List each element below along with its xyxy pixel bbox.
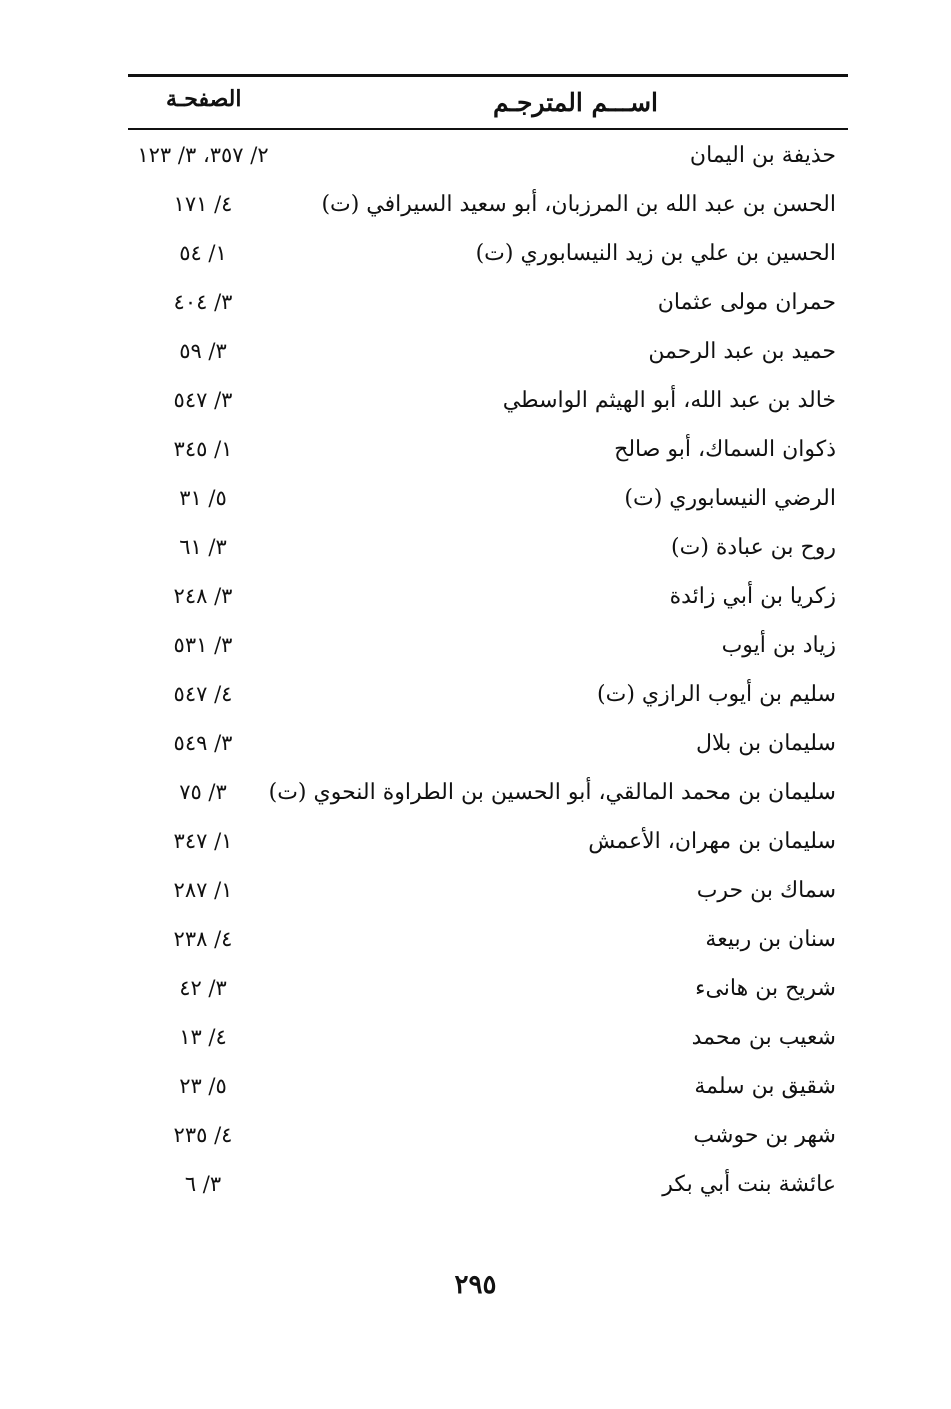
entry-name: روح بن عبادة (ت) bbox=[671, 535, 836, 560]
entry-name: عائشة بنت أبي بكر bbox=[662, 1172, 836, 1197]
entry-name: زياد بن أيوب bbox=[721, 633, 836, 658]
table-row bbox=[128, 428, 848, 477]
entry-page-ref: ٣/ ٤٠٤ bbox=[173, 290, 233, 314]
entry-page-ref: ٤/ ٢٣٥ bbox=[173, 1123, 233, 1147]
entry-name: ذكوان السماك، أبو صالح bbox=[614, 437, 836, 462]
table-row bbox=[128, 722, 848, 771]
entry-page-ref: ٣/ ٥٩ bbox=[179, 339, 227, 363]
table-row bbox=[128, 379, 848, 428]
entry-page-ref: ٤/ ١٧١ bbox=[173, 192, 233, 216]
table-row bbox=[128, 575, 848, 624]
entry-name: شقيق بن سلمة bbox=[694, 1074, 836, 1099]
entry-name: سليمان بن بلال bbox=[695, 731, 836, 756]
table-row bbox=[128, 330, 848, 379]
table-row bbox=[128, 673, 848, 722]
entry-name: سليم بن أيوب الرازي (ت) bbox=[597, 682, 836, 707]
entry-name: شريح بن هانىء bbox=[695, 976, 836, 1001]
entry-name: سماك بن حرب bbox=[696, 878, 836, 903]
entry-page-ref: ٤/ ٥٤٧ bbox=[173, 682, 233, 706]
entry-page-ref: ٣/ ٥٤٩ bbox=[173, 731, 233, 755]
entry-page-ref: ١/ ٣٤٥ bbox=[173, 437, 233, 461]
table-row bbox=[128, 477, 848, 526]
entry-name: الحسين بن علي بن زيد النيسابوري (ت) bbox=[475, 241, 836, 266]
entry-page-ref: ٤/ ١٣ bbox=[179, 1025, 227, 1049]
entry-page-ref: ١/ ٣٤٧ bbox=[173, 829, 233, 853]
entry-name: خالد بن عبد الله، أبو الهيثم الواسطي bbox=[502, 388, 836, 413]
entry-name: سليمان بن محمد المالقي، أبو الحسين بن الطراوة النحوي (ت) bbox=[268, 780, 836, 805]
table-row bbox=[128, 624, 848, 673]
entry-name: حمران مولى عثمان bbox=[657, 290, 836, 315]
entry-page-ref: ١/ ٢٨٧ bbox=[173, 878, 233, 902]
entry-name: شهر بن حوشب bbox=[693, 1123, 836, 1148]
entry-page-ref: ٥/ ٣١ bbox=[179, 486, 227, 510]
entry-page-ref: ٤/ ٢٣٨ bbox=[173, 927, 233, 951]
entry-page-ref: ٣/ ٤٢ bbox=[179, 976, 227, 1000]
top-rule bbox=[128, 74, 848, 77]
entry-page-ref: ١/ ٥٤ bbox=[179, 241, 227, 265]
entry-page-ref: ٣/ ٥٣١ bbox=[173, 633, 233, 657]
table-row bbox=[128, 526, 848, 575]
entry-name: سنان بن ربيعة bbox=[705, 927, 836, 952]
entry-page-ref: ٣/ ٦١ bbox=[179, 535, 227, 559]
entry-name: الحسن بن عبد الله بن المرزبان، أبو سعيد السيرافي (ت) bbox=[321, 192, 836, 217]
table-row bbox=[128, 967, 848, 1016]
table-row bbox=[128, 1163, 848, 1212]
table-row bbox=[128, 134, 848, 183]
entry-page-ref: ٣/ ٢٤٨ bbox=[173, 584, 233, 608]
entry-name: حذيفة بن اليمان bbox=[689, 143, 836, 168]
column-header-name: اســـم المترجـم bbox=[493, 88, 658, 117]
entry-page-ref: ٣/ ٧٥ bbox=[179, 780, 227, 804]
entry-name: حميد بن عبد الرحمن bbox=[648, 339, 836, 364]
table-row bbox=[128, 232, 848, 281]
entry-page-ref: ٥/ ٢٣ bbox=[179, 1074, 227, 1098]
table-row bbox=[128, 1114, 848, 1163]
table-row bbox=[128, 918, 848, 967]
entry-name: شعيب بن محمد bbox=[691, 1025, 836, 1050]
entry-page-ref: ٣/ ٦ bbox=[184, 1172, 222, 1196]
entry-name: الرضي النيسابوري (ت) bbox=[624, 486, 836, 511]
entry-name: زكريا بن أبي زائدة bbox=[669, 584, 836, 609]
table-row bbox=[128, 1065, 848, 1114]
table-row bbox=[128, 869, 848, 918]
column-header-page: الصفحـة bbox=[166, 86, 242, 112]
entry-page-ref: ٢/ ٣٥٧، ٣/ ١٢٣ bbox=[137, 143, 269, 167]
header-rule bbox=[128, 128, 848, 130]
table-row bbox=[128, 771, 848, 820]
table-row bbox=[128, 1016, 848, 1065]
index-table-body bbox=[128, 134, 848, 1212]
table-row bbox=[128, 820, 848, 869]
entry-name: سليمان بن مهران، الأعمش bbox=[588, 829, 836, 854]
table-header bbox=[128, 80, 848, 126]
page-number: ٢٩٥ bbox=[454, 1270, 497, 1300]
entry-page-ref: ٣/ ٥٤٧ bbox=[173, 388, 233, 412]
table-row bbox=[128, 183, 848, 232]
table-row bbox=[128, 281, 848, 330]
